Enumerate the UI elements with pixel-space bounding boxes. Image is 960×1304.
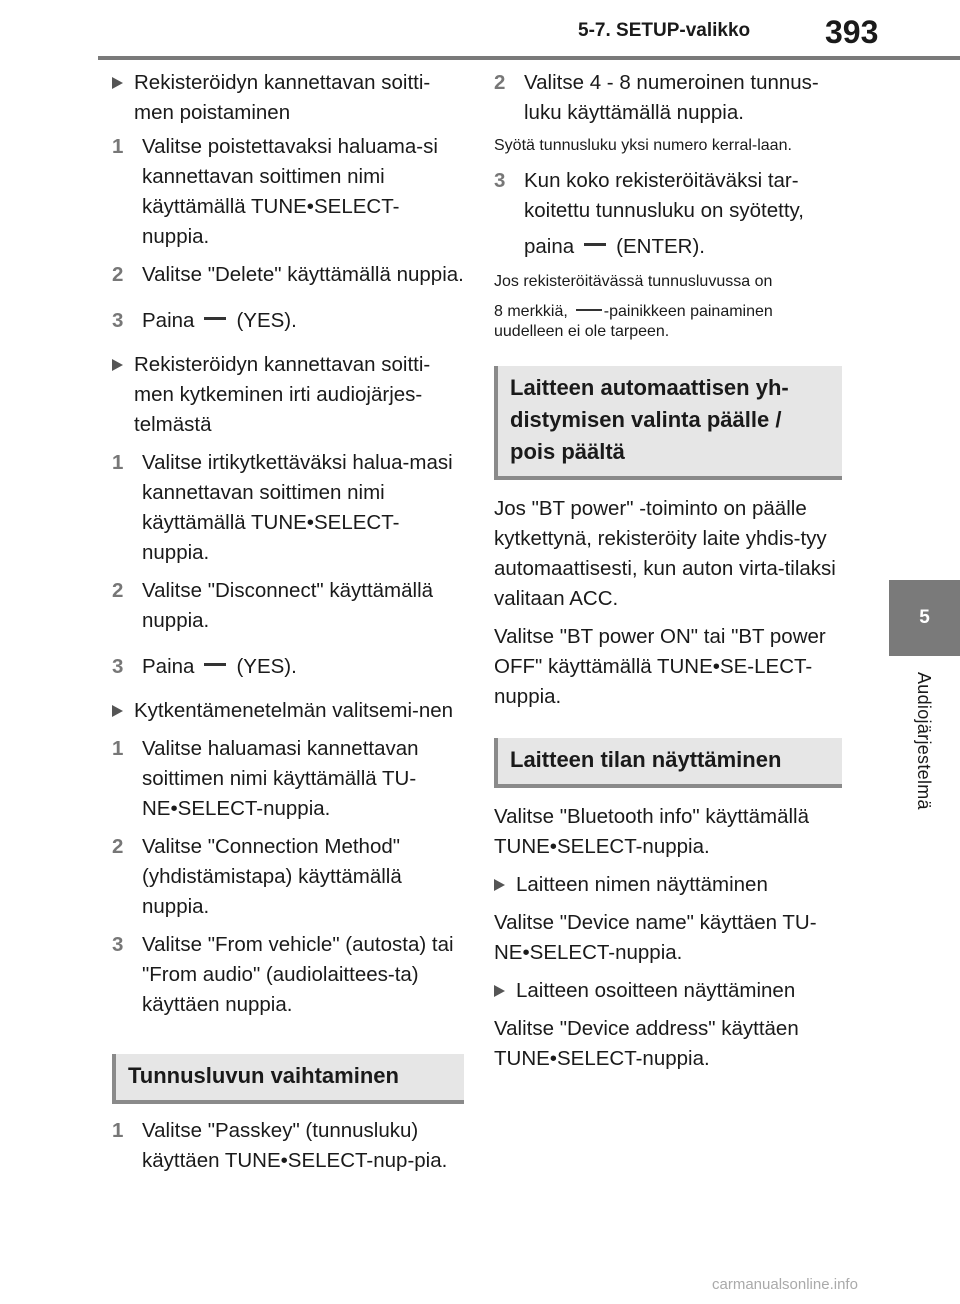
paragraph: Jos "BT power" -toiminto on päälle kytkettynä, rekisteröity laite yhdis-tyy automaattisesti, kun auton virta-tilaksi valitaan ACC. (494, 497, 836, 610)
step: 2 Valitse "Connection Method" (yhdistämistapa) käyttämällä nuppia. (112, 835, 402, 918)
triangle-bullet-icon (112, 359, 123, 371)
step: 3 Paina (YES). (112, 655, 297, 678)
note-line: 8 merkkiä, -painikkeen painaminen (494, 303, 773, 320)
paragraph: Valitse "Device name" käyttäen TU-NE•SELECT-nuppia. (494, 911, 817, 964)
header-divider (98, 56, 960, 60)
step: 3 Valitse "From vehicle" (autosta) tai "From audio" (audiolaittees-ta) käyttäen nuppia. (112, 933, 454, 1016)
chapter-label: Audiojärjestelmä (914, 672, 934, 810)
step-continuation: paina (ENTER). (524, 235, 705, 258)
step: 1 Valitse haluamasi kannettavan soittimen nimi käyttämällä TU-NE•SELECT-nuppia. (112, 737, 419, 820)
chapter-number: 5 (919, 607, 930, 628)
step: 1 Valitse poistettavaksi haluama-si kannettavan soittimen nimi käyttämällä TUNE•SELECT-nuppia. (112, 135, 438, 248)
step: 1 Valitse "Passkey" (tunnusluku) käyttäen TUNE•SELECT-nup-pia. (112, 1119, 448, 1172)
step: 1 Valitse irtikytkettäväksi halua-masi kannettavan soittimen nimi käyttämällä TUNE•SELECT-nuppia. (112, 451, 453, 564)
section-heading-auto-connect: Laitteen automaattisen yh-distymisen valinta päälle / pois päältä (494, 366, 842, 480)
paragraph: Valitse "Bluetooth info" käyttämällä TUNE•SELECT-nuppia. (494, 805, 810, 858)
right-column (494, 68, 850, 1082)
subheading-device-name: Laitteen nimen näyttäminen (494, 870, 850, 900)
triangle-bullet-icon (494, 985, 505, 997)
note: Jos rekisteröitävässä tunnusluvussa on 8 merkkiä, -painikkeen painaminen uudelleen ei ole tarpeen. (494, 272, 850, 342)
button-symbol-icon (584, 243, 606, 246)
paragraph: Valitse "Device address" käyttäen TUNE•SELECT-nuppia. (494, 1017, 799, 1070)
subheading-device-address: Laitteen osoitteen näyttäminen (494, 976, 850, 1006)
button-symbol-icon (204, 317, 226, 320)
subheading-disconnect: Rekisteröidyn kannettavan soitti-men kytkeminen irti audiojärjes-telmästä (112, 350, 464, 440)
left-column (112, 68, 464, 1184)
page-number: 393 (825, 14, 879, 50)
step: 3 Paina (YES). (112, 309, 297, 332)
section-heading-passkey: Tunnusluvun vaihtaminen (112, 1054, 464, 1104)
paragraph: Valitse "BT power ON" tai "BT power OFF" käyttämällä TUNE•SE-LECT-nuppia. (494, 625, 826, 708)
step: 3 Kun koko rekisteröitäväksi tar-koitettu tunnusluku on syötetty, (494, 169, 804, 222)
note: Syötä tunnusluku yksi numero kerral-laan. (494, 137, 792, 154)
section-heading-device-status: Laitteen tilan näyttäminen (494, 738, 842, 788)
triangle-bullet-icon (112, 77, 123, 89)
subheading-connection-method: Kytkentämenetelmän valitsemi-nen (112, 696, 464, 726)
triangle-bullet-icon (112, 705, 123, 717)
button-symbol-icon (576, 309, 602, 311)
button-symbol-icon (204, 663, 226, 666)
watermark: carmanualsonline.info (712, 1276, 858, 1293)
chapter-tab (889, 580, 960, 656)
subheading-delete: Rekisteröidyn kannettavan soitti-men poistaminen (112, 68, 464, 128)
step: 2 Valitse "Disconnect" käyttämällä nuppia. (112, 579, 434, 632)
section-title: 5-7. SETUP-valikko (578, 20, 751, 41)
step: 2 Valitse 4 - 8 numeroinen tunnus-luku käyttämällä nuppia. (494, 71, 819, 124)
triangle-bullet-icon (494, 879, 505, 891)
step: 2 Valitse "Delete" käyttämällä nuppia. (112, 263, 464, 286)
